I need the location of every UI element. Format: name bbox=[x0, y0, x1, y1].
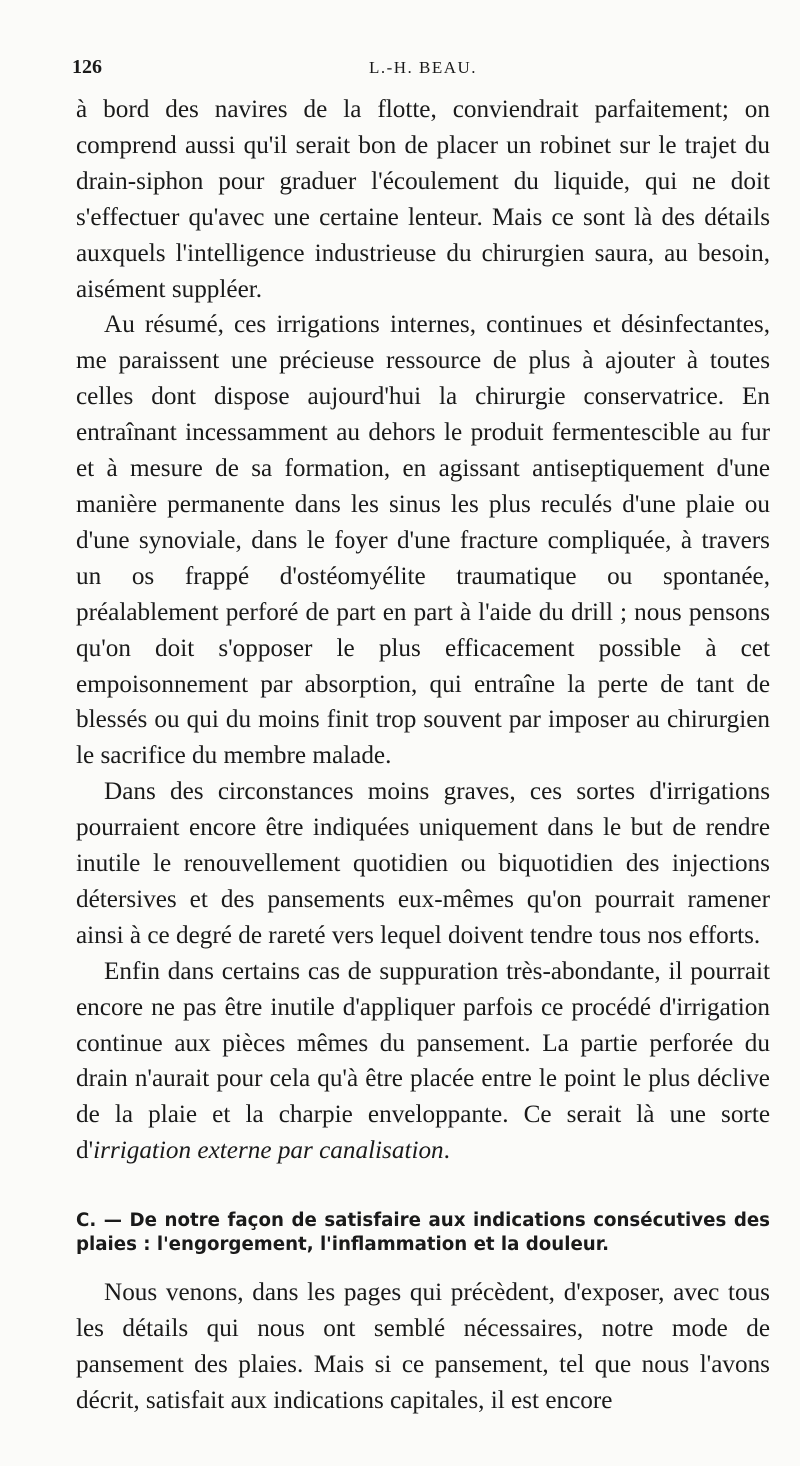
section-heading: C. — De notre façon de satisfaire aux indications consécutives des plaies : l'engorgement, l'inflammation et la douleur. bbox=[76, 1210, 770, 1256]
page-number: 126 bbox=[72, 56, 102, 78]
page-header bbox=[72, 52, 770, 92]
paragraph-enfin-italic: irrigation externe par canalisation bbox=[93, 1137, 444, 1165]
paragraph-nous-venons: Nous venons, dans les pages qui précèdent, d'exposer, avec tous les détails qui nous ont semblé nécessaires, notre mode de pansement des plaies. Mais si ce pansement, tel que nous l'avons décrit, satisfait aux indications capitales, il est encore bbox=[76, 1279, 770, 1414]
paragraph-circonstances: Dans des circonstances moins graves, ces sortes d'irrigations pourraient encore être indiquées uniquement dans le but de rendre inutile le renouvellement quotidien ou biquotidien des injections détersives et des pansements eux-mêmes qu'on pourrait ramener ainsi à ce degré de rareté vers lequel doivent tendre tous nos efforts. bbox=[76, 778, 770, 949]
paragraph-enfin-end: . bbox=[443, 1137, 450, 1165]
paragraph-continuation: à bord des navires de la flotte, conviendrait parfaitement; on comprend aussi qu'il serait bon de placer un robinet sur le trajet du drain-siphon pour graduer l'écoulement du liquide, qui ne doit s'effectuer qu'avec une certaine lenteur. Mais ce sont là des détails auxquels l'intelligence industrieuse du chirurgien saura, au besoin, aisément suppléer. bbox=[76, 96, 770, 303]
running-title: L.-H. BEAU. bbox=[368, 58, 478, 77]
paragraph-enfin-text: Enfin dans certains cas de suppuration très-abondante, il pourrait encore ne pas être inutile d'appliquer parfois ce procédé d'irrigation continue aux pièces mêmes du pansement. La partie perforée du drain n'aurait pour cela qu'à être placée entre le point le plus déclive de la plaie et la charpie enveloppante. Ce serait là une sorte d' bbox=[76, 957, 770, 1165]
paragraph-enfin bbox=[76, 954, 770, 1169]
book-page bbox=[72, 52, 770, 1419]
paragraph-resume: Au résumé, ces irrigations internes, continues et désinfectantes, me paraissent une précieuse ressource de plus à ajouter à toutes celles dont dispose aujourd'hui la chirurgie conservatrice. En entraînant incessamment au dehors le produit fermentescible au fur et à mesure de sa formation, en agissant antiseptiquement d'une manière permanente dans les sinus les plus reculés d'une plaie ou d'une synoviale, dans le foyer d'une fracture compliquée, à travers un os frappé d'ostéomyélite traumatique ou spontanée, préalablement perforé de part en part à l'aide du drill ; nous pensons qu'on doit s'opposer le plus efficacement possible à cet empoisonnement par absorption, qui entraîne la perte de tant de blessés ou qui du moins finit trop souvent par imposer au chirurgien le sacrifice du membre malade. bbox=[76, 311, 770, 770]
